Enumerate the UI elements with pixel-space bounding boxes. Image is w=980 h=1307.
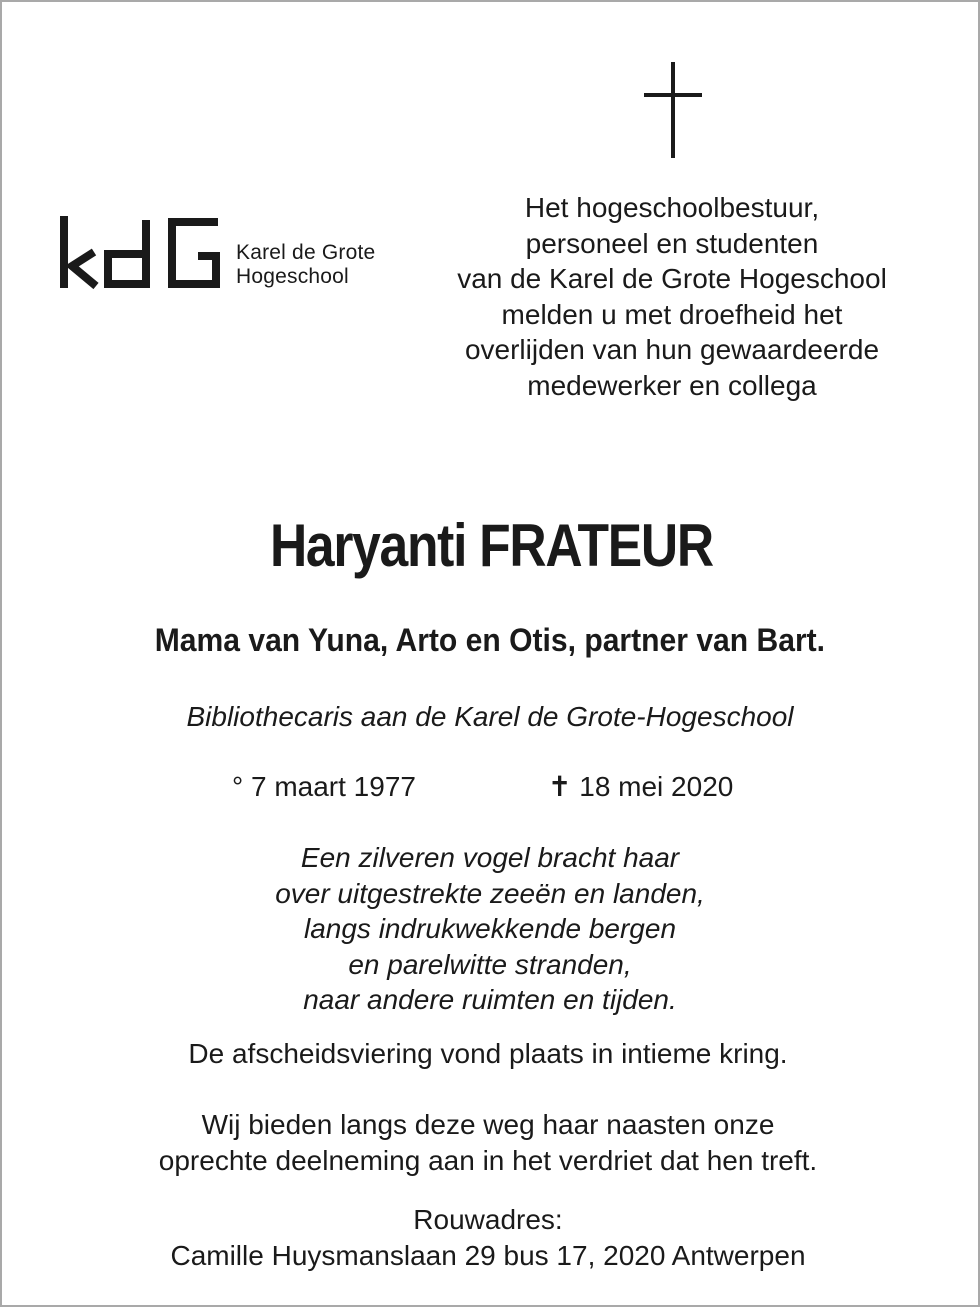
poem-line: langs indrukwekkende bergen <box>303 913 677 944</box>
logo-line-1: Karel de Grote <box>236 241 376 264</box>
poem-line: over uitgestrekte zeeën en landen, <box>275 877 705 909</box>
memorial-poem <box>0 840 980 1018</box>
intro-line: medewerker en collega <box>527 369 817 401</box>
kdg-logo <box>58 214 408 290</box>
poem-line: Een zilveren vogel bracht haar <box>300 842 680 873</box>
poem-line: naar andere ruimten en tijden. <box>303 984 677 1015</box>
job-role: Bibliothecaris aan de Karel de Grote-Hogeschool <box>186 701 794 732</box>
poem-line: en parelwitte stranden, <box>348 948 632 980</box>
address-label: Rouwadres: <box>413 1204 563 1235</box>
ceremony-note: De afscheidsviering vond plaats in intieme kring. <box>188 1038 788 1069</box>
logo-line-2: Hogeschool <box>236 265 349 288</box>
deceased-name: Haryanti FRATEUR <box>269 512 713 579</box>
mourning-address <box>0 1202 976 1274</box>
intro-line: melden u met droefheid het <box>501 298 843 330</box>
condolence-line: Wij bieden langs deze weg haar naasten onze <box>201 1109 775 1140</box>
intro-line: van de Karel de Grote Hogeschool <box>457 263 887 294</box>
condolence-message <box>0 1107 976 1179</box>
death-date: ✝ 18 mei 2020 <box>548 771 734 802</box>
birth-date: ° 7 maart 1977 <box>232 771 416 802</box>
condolence-line: oprechte deelneming aan in het verdriet dat hen treft. <box>158 1145 818 1176</box>
intro-line: overlijden van hun gewaardeerde <box>464 334 880 365</box>
announcement-intro <box>410 190 934 403</box>
kdg-logo-mark <box>58 214 222 290</box>
address-value: Camille Huysmanslaan 29 bus 17, 2020 Antwerpen <box>170 1240 806 1271</box>
family-relation: Mama van Yuna, Arto en Otis, partner van Bart. <box>154 622 826 658</box>
intro-line: personeel en studenten <box>525 227 819 259</box>
cross-icon <box>644 62 702 158</box>
intro-line: Het hogeschoolbestuur, <box>524 192 820 223</box>
